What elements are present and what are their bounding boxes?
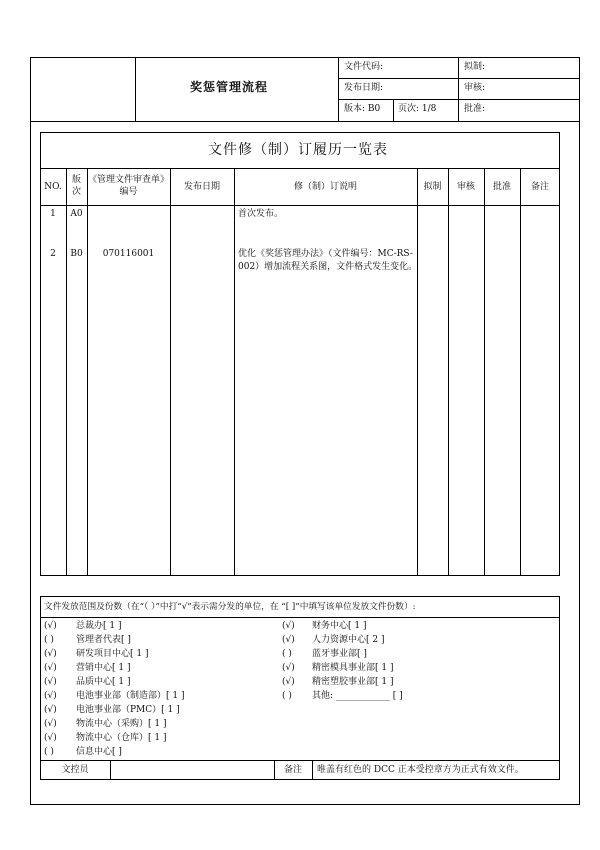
col-line-4 [234, 168, 235, 576]
remark-label: 备注 [283, 765, 302, 775]
dist-left-item-0: 总裁办[ 1 ] [76, 621, 122, 631]
version-label: 版本: B0 [344, 104, 381, 114]
dist-right-item-4: 精密塑胶事业部[ 1 ] [312, 677, 394, 687]
col-header-version-1: 版 [71, 175, 81, 185]
dist-right-item-5: 其他: ____________ [ ] [312, 691, 403, 701]
row-2-desc: 优化《奖惩管理办法》（文件编号：MC-RS-002）增加流程关系图，文件格式发生变化。 [238, 249, 418, 272]
dist-right-item-2: 蓝牙事业部[ ] [312, 649, 367, 659]
dist-right-mark-1: (√) [282, 635, 295, 645]
col-line-6 [448, 168, 449, 576]
row-1-no: 1 [50, 209, 56, 219]
clerk-label: 文控员 [61, 765, 89, 775]
header-divider-logo [135, 57, 136, 121]
dist-left-item-9: 信息中心[ ] [76, 747, 122, 757]
col-header-approved: 批准 [492, 182, 511, 192]
col-header-desc: 修（制）订说明 [293, 182, 357, 192]
col-header-no: NO. [44, 182, 62, 192]
approve-label: 批准: [464, 104, 486, 114]
dist-right-mark-0: (√) [282, 621, 295, 631]
col-header-form-1: 《管理文件审查单》 [87, 175, 169, 185]
col-header-form-2: 编号 [119, 187, 138, 197]
dist-right-mark-4: (√) [282, 677, 295, 687]
distribution-instruction: 文件发放范围及份数（在“（ ）”中打“√”表示需分发的单位，在 “[ ]”中填写该单位发放文件份数）: [44, 602, 416, 612]
row-1-desc: 首次发布。 [238, 209, 284, 219]
header-row-line-1 [338, 78, 580, 79]
footer-divider-1 [110, 760, 111, 780]
col-header-drafted: 拟制 [423, 182, 442, 192]
dist-left-item-4: 品质中心[ 1 ] [76, 677, 131, 687]
col-line-7 [484, 168, 485, 576]
row-2-version: B0 [70, 249, 83, 259]
dist-left-item-3: 营销中心[ 1 ] [76, 663, 131, 673]
dist-right-mark-5: ( ) [282, 691, 292, 701]
drafted-label: 拟制: [464, 62, 486, 72]
page-label: 页次: 1/8 [398, 104, 437, 114]
dist-left-mark-1: ( ) [44, 635, 54, 645]
footer-top-line [40, 760, 560, 761]
dist-left-item-1: 管理者代表[ ] [76, 635, 131, 645]
col-line-1 [66, 168, 67, 576]
release-date-label: 发布日期: [344, 83, 384, 93]
col-line-3 [170, 168, 171, 576]
header-divider-title [338, 57, 339, 121]
dist-right-mark-3: (√) [282, 663, 295, 673]
dist-right-item-0: 财务中心[ 1 ] [312, 621, 367, 631]
col-header-date: 发布日期 [183, 182, 220, 192]
dist-left-mark-5: (√) [44, 691, 57, 701]
header-divider-version [393, 99, 394, 121]
dist-right-mark-2: ( ) [282, 649, 292, 659]
footer-divider-3 [312, 760, 313, 780]
dist-left-mark-7: (√) [44, 719, 57, 729]
revision-table [40, 132, 560, 576]
header-row-line-2 [338, 99, 580, 100]
row-2-form-no: 070116001 [102, 249, 155, 259]
row-2-no: 2 [50, 249, 56, 259]
row-1-version: A0 [70, 209, 83, 219]
dist-left-mark-4: (√) [44, 677, 57, 687]
distribution-title-line [40, 617, 560, 618]
review-label: 审核: [464, 83, 486, 93]
dist-left-mark-8: (√) [44, 733, 57, 743]
dist-left-mark-9: ( ) [44, 747, 54, 757]
col-header-reviewed: 审核 [456, 182, 475, 192]
dist-left-mark-2: (√) [44, 649, 57, 659]
dist-left-item-5: 电池事业部（制造部）[ 1 ] [76, 691, 185, 701]
document-title: 奖惩管理流程 [190, 80, 269, 94]
dist-left-item-7: 物流中心（采购）[ 1 ] [76, 719, 167, 729]
doc-code-label: 文件代码: [344, 62, 384, 72]
col-line-8 [520, 168, 521, 576]
revision-table-title: 文件修（制）订履历一览表 [208, 142, 388, 158]
remark-text: 唯盖有红色的 DCC 正本受控章方为正式有效文件。 [317, 765, 524, 775]
col-header-version-2: 次 [71, 187, 81, 197]
dist-right-item-1: 人力资源中心[ 2 ] [312, 635, 385, 645]
dist-left-mark-0: (√) [44, 621, 57, 631]
dist-left-item-2: 研发项目中心[ 1 ] [76, 649, 149, 659]
header-bottom-border [30, 121, 580, 122]
dist-right-item-3: 精密模具事业部[ 1 ] [312, 663, 394, 673]
revision-header-line [40, 205, 560, 206]
header-top-border [30, 57, 580, 58]
col-line-2 [87, 168, 88, 576]
dist-left-item-8: 物流中心（仓库）[ 1 ] [76, 733, 167, 743]
col-header-remarks: 备注 [530, 182, 549, 192]
col-line-5 [417, 168, 418, 576]
revision-title-line [40, 168, 560, 169]
dist-left-mark-6: (√) [44, 705, 57, 715]
header-divider-meta [458, 57, 459, 121]
dist-left-mark-3: (√) [44, 663, 57, 673]
dist-left-item-6: 电池事业部（PMC）[ 1 ] [76, 705, 180, 715]
